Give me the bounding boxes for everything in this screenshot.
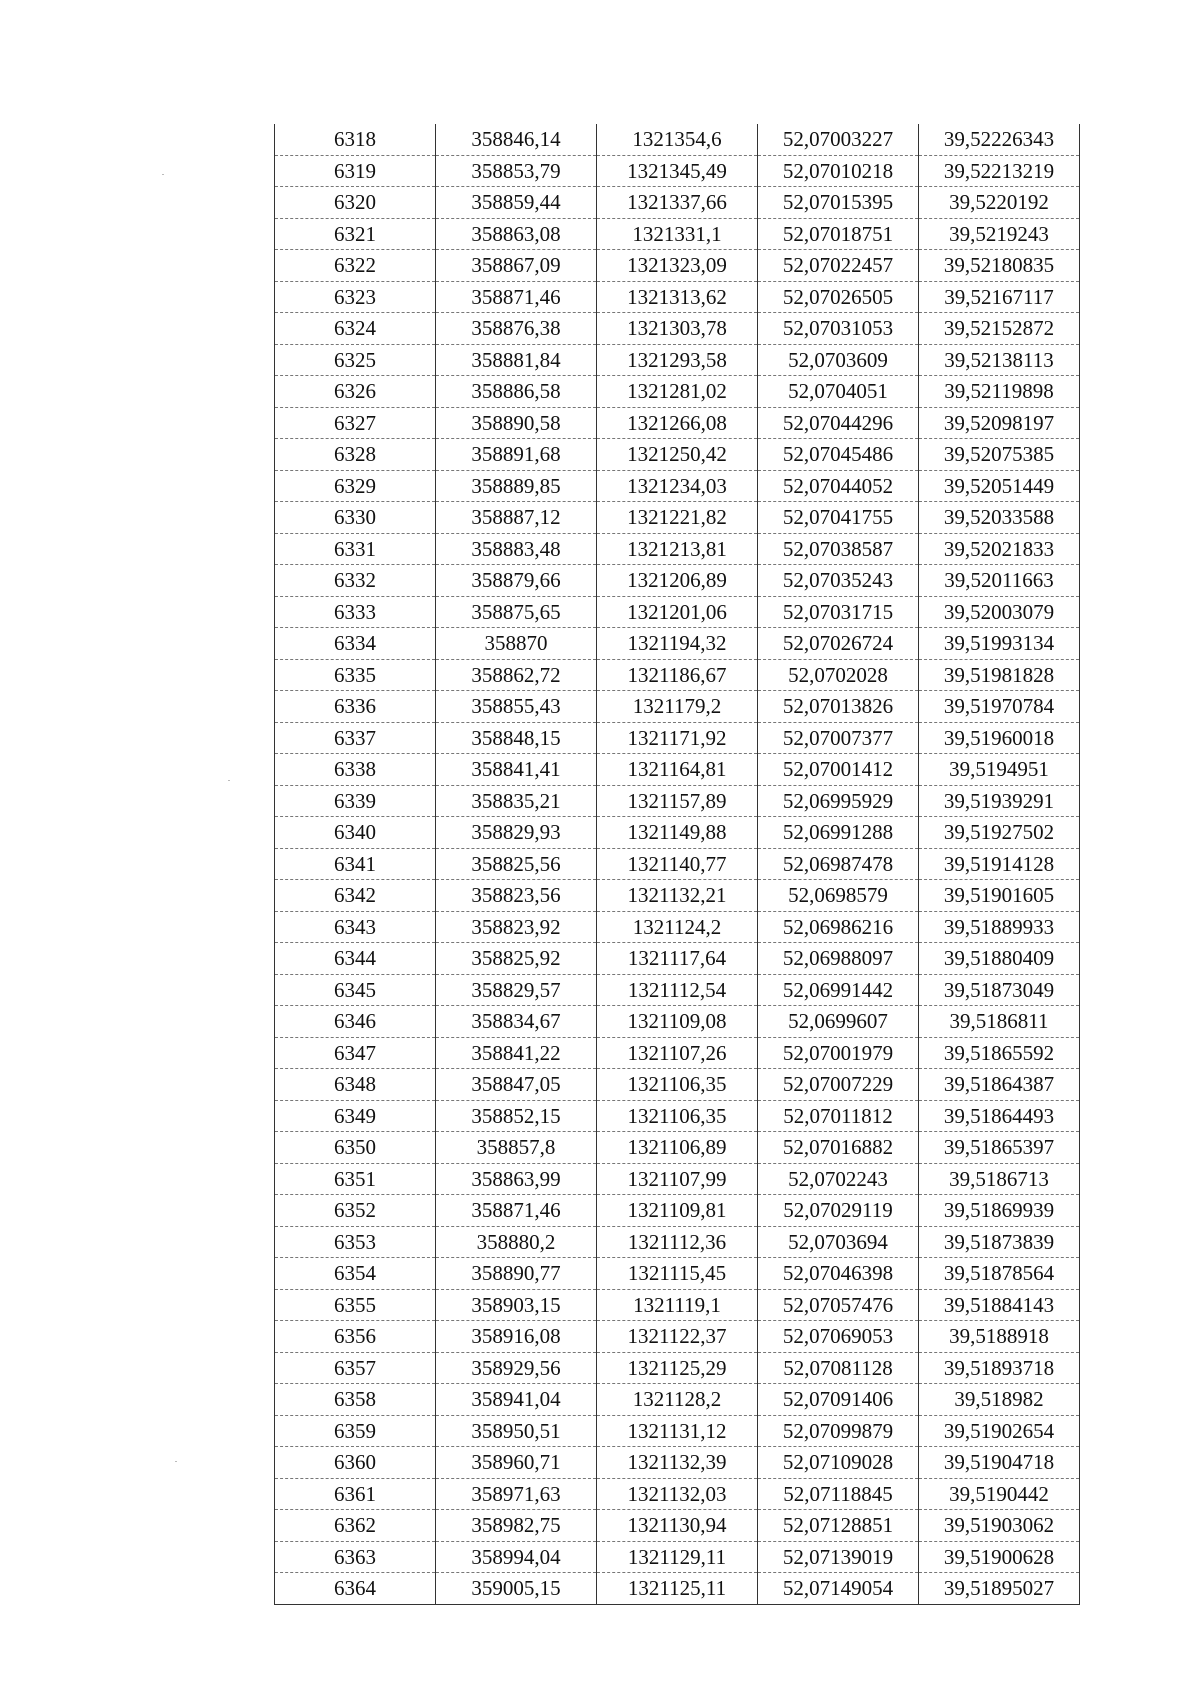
y-coordinate-cell: 1321125,11 xyxy=(597,1573,758,1605)
longitude-cell: 39,52152872 xyxy=(919,313,1080,345)
y-coordinate-cell: 1321107,26 xyxy=(597,1037,758,1069)
y-coordinate-cell: 1321281,02 xyxy=(597,376,758,408)
longitude-cell: 39,51873049 xyxy=(919,974,1080,1006)
point-number-cell: 6320 xyxy=(275,187,436,219)
table-row xyxy=(275,848,1080,880)
table-row xyxy=(275,1195,1080,1227)
x-coordinate-cell: 358950,51 xyxy=(436,1415,597,1447)
point-number-cell: 6361 xyxy=(275,1478,436,1510)
table-row xyxy=(275,1384,1080,1416)
longitude-cell: 39,51864493 xyxy=(919,1100,1080,1132)
point-number-cell: 6357 xyxy=(275,1352,436,1384)
point-number-cell: 6324 xyxy=(275,313,436,345)
point-number-cell: 6351 xyxy=(275,1163,436,1195)
table-row xyxy=(275,880,1080,912)
point-number-cell: 6340 xyxy=(275,817,436,849)
point-number-cell: 6328 xyxy=(275,439,436,471)
longitude-cell: 39,51927502 xyxy=(919,817,1080,849)
y-coordinate-cell: 1321140,77 xyxy=(597,848,758,880)
point-number-cell: 6339 xyxy=(275,785,436,817)
y-coordinate-cell: 1321117,64 xyxy=(597,943,758,975)
latitude-cell: 52,07044296 xyxy=(758,407,919,439)
y-coordinate-cell: 1321129,11 xyxy=(597,1541,758,1573)
point-number-cell: 6352 xyxy=(275,1195,436,1227)
y-coordinate-cell: 1321171,92 xyxy=(597,722,758,754)
y-coordinate-cell: 1321107,99 xyxy=(597,1163,758,1195)
longitude-cell: 39,51880409 xyxy=(919,943,1080,975)
latitude-cell: 52,07001412 xyxy=(758,754,919,786)
latitude-cell: 52,07057476 xyxy=(758,1289,919,1321)
point-number-cell: 6354 xyxy=(275,1258,436,1290)
latitude-cell: 52,06995929 xyxy=(758,785,919,817)
y-coordinate-cell: 1321331,1 xyxy=(597,218,758,250)
point-number-cell: 6336 xyxy=(275,691,436,723)
longitude-cell: 39,51884143 xyxy=(919,1289,1080,1321)
longitude-cell: 39,52226343 xyxy=(919,124,1080,155)
longitude-cell: 39,51901605 xyxy=(919,880,1080,912)
y-coordinate-cell: 1321109,81 xyxy=(597,1195,758,1227)
longitude-cell: 39,51914128 xyxy=(919,848,1080,880)
point-number-cell: 6344 xyxy=(275,943,436,975)
latitude-cell: 52,06987478 xyxy=(758,848,919,880)
table-row xyxy=(275,1037,1080,1069)
x-coordinate-cell: 358929,56 xyxy=(436,1352,597,1384)
table-row xyxy=(275,1226,1080,1258)
x-coordinate-cell: 358876,38 xyxy=(436,313,597,345)
longitude-cell: 39,51981828 xyxy=(919,659,1080,691)
y-coordinate-cell: 1321179,2 xyxy=(597,691,758,723)
latitude-cell: 52,07003227 xyxy=(758,124,919,155)
latitude-cell: 52,07109028 xyxy=(758,1447,919,1479)
x-coordinate-cell: 358903,15 xyxy=(436,1289,597,1321)
latitude-cell: 52,07031715 xyxy=(758,596,919,628)
point-number-cell: 6335 xyxy=(275,659,436,691)
y-coordinate-cell: 1321354,6 xyxy=(597,124,758,155)
latitude-cell: 52,07118845 xyxy=(758,1478,919,1510)
x-coordinate-cell: 358880,2 xyxy=(436,1226,597,1258)
x-coordinate-cell: 358982,75 xyxy=(436,1510,597,1542)
point-number-cell: 6322 xyxy=(275,250,436,282)
point-number-cell: 6334 xyxy=(275,628,436,660)
x-coordinate-cell: 358847,05 xyxy=(436,1069,597,1101)
x-coordinate-cell: 358848,15 xyxy=(436,722,597,754)
longitude-cell: 39,51904718 xyxy=(919,1447,1080,1479)
longitude-cell: 39,51893718 xyxy=(919,1352,1080,1384)
latitude-cell: 52,07001979 xyxy=(758,1037,919,1069)
longitude-cell: 39,5188918 xyxy=(919,1321,1080,1353)
longitude-cell: 39,52011663 xyxy=(919,565,1080,597)
latitude-cell: 52,07139019 xyxy=(758,1541,919,1573)
y-coordinate-cell: 1321266,08 xyxy=(597,407,758,439)
longitude-cell: 39,51865397 xyxy=(919,1132,1080,1164)
x-coordinate-cell: 358886,58 xyxy=(436,376,597,408)
table-row xyxy=(275,659,1080,691)
latitude-cell: 52,07026505 xyxy=(758,281,919,313)
latitude-cell: 52,07069053 xyxy=(758,1321,919,1353)
x-coordinate-cell: 358855,43 xyxy=(436,691,597,723)
table-row xyxy=(275,1006,1080,1038)
table-row xyxy=(275,1132,1080,1164)
x-coordinate-cell: 358994,04 xyxy=(436,1541,597,1573)
point-number-cell: 6345 xyxy=(275,974,436,1006)
table-row xyxy=(275,596,1080,628)
longitude-cell: 39,51960018 xyxy=(919,722,1080,754)
latitude-cell: 52,07081128 xyxy=(758,1352,919,1384)
x-coordinate-cell: 358829,57 xyxy=(436,974,597,1006)
latitude-cell: 52,07011812 xyxy=(758,1100,919,1132)
table-row xyxy=(275,470,1080,502)
x-coordinate-cell: 358870 xyxy=(436,628,597,660)
table-row xyxy=(275,911,1080,943)
point-number-cell: 6319 xyxy=(275,155,436,187)
point-number-cell: 6333 xyxy=(275,596,436,628)
x-coordinate-cell: 358890,77 xyxy=(436,1258,597,1290)
table-row xyxy=(275,313,1080,345)
longitude-cell: 39,52075385 xyxy=(919,439,1080,471)
latitude-cell: 52,07016882 xyxy=(758,1132,919,1164)
longitude-cell: 39,52119898 xyxy=(919,376,1080,408)
latitude-cell: 52,0699607 xyxy=(758,1006,919,1038)
latitude-cell: 52,07041755 xyxy=(758,502,919,534)
table-row xyxy=(275,1541,1080,1573)
x-coordinate-cell: 358841,22 xyxy=(436,1037,597,1069)
table-row xyxy=(275,1478,1080,1510)
latitude-cell: 52,07026724 xyxy=(758,628,919,660)
longitude-cell: 39,51900628 xyxy=(919,1541,1080,1573)
latitude-cell: 52,07099879 xyxy=(758,1415,919,1447)
table-row xyxy=(275,785,1080,817)
x-coordinate-cell: 358853,79 xyxy=(436,155,597,187)
y-coordinate-cell: 1321106,89 xyxy=(597,1132,758,1164)
latitude-cell: 52,0703609 xyxy=(758,344,919,376)
y-coordinate-cell: 1321128,2 xyxy=(597,1384,758,1416)
y-coordinate-cell: 1321119,1 xyxy=(597,1289,758,1321)
point-number-cell: 6342 xyxy=(275,880,436,912)
y-coordinate-cell: 1321164,81 xyxy=(597,754,758,786)
latitude-cell: 52,07018751 xyxy=(758,218,919,250)
point-number-cell: 6360 xyxy=(275,1447,436,1479)
point-number-cell: 6337 xyxy=(275,722,436,754)
latitude-cell: 52,07007229 xyxy=(758,1069,919,1101)
latitude-cell: 52,07010218 xyxy=(758,155,919,187)
y-coordinate-cell: 1321125,29 xyxy=(597,1352,758,1384)
longitude-cell: 39,52213219 xyxy=(919,155,1080,187)
coordinates-table-body xyxy=(275,124,1080,1604)
y-coordinate-cell: 1321313,62 xyxy=(597,281,758,313)
point-number-cell: 6318 xyxy=(275,124,436,155)
table-row xyxy=(275,1352,1080,1384)
longitude-cell: 39,52051449 xyxy=(919,470,1080,502)
latitude-cell: 52,06988097 xyxy=(758,943,919,975)
point-number-cell: 6355 xyxy=(275,1289,436,1321)
latitude-cell: 52,07149054 xyxy=(758,1573,919,1605)
latitude-cell: 52,07046398 xyxy=(758,1258,919,1290)
x-coordinate-cell: 359005,15 xyxy=(436,1573,597,1605)
latitude-cell: 52,07007377 xyxy=(758,722,919,754)
scan-speck xyxy=(162,174,164,175)
longitude-cell: 39,51864387 xyxy=(919,1069,1080,1101)
longitude-cell: 39,51889933 xyxy=(919,911,1080,943)
y-coordinate-cell: 1321157,89 xyxy=(597,785,758,817)
table-row xyxy=(275,817,1080,849)
y-coordinate-cell: 1321213,81 xyxy=(597,533,758,565)
latitude-cell: 52,07029119 xyxy=(758,1195,919,1227)
point-number-cell: 6350 xyxy=(275,1132,436,1164)
table-row xyxy=(275,1415,1080,1447)
longitude-cell: 39,5186811 xyxy=(919,1006,1080,1038)
x-coordinate-cell: 358889,85 xyxy=(436,470,597,502)
x-coordinate-cell: 358883,48 xyxy=(436,533,597,565)
y-coordinate-cell: 1321194,32 xyxy=(597,628,758,660)
longitude-cell: 39,51903062 xyxy=(919,1510,1080,1542)
y-coordinate-cell: 1321323,09 xyxy=(597,250,758,282)
y-coordinate-cell: 1321132,39 xyxy=(597,1447,758,1479)
point-number-cell: 6323 xyxy=(275,281,436,313)
y-coordinate-cell: 1321112,54 xyxy=(597,974,758,1006)
longitude-cell: 39,5194951 xyxy=(919,754,1080,786)
latitude-cell: 52,07022457 xyxy=(758,250,919,282)
y-coordinate-cell: 1321186,67 xyxy=(597,659,758,691)
x-coordinate-cell: 358971,63 xyxy=(436,1478,597,1510)
point-number-cell: 6363 xyxy=(275,1541,436,1573)
table-row xyxy=(275,187,1080,219)
point-number-cell: 6364 xyxy=(275,1573,436,1605)
table-row xyxy=(275,281,1080,313)
longitude-cell: 39,52098197 xyxy=(919,407,1080,439)
longitude-cell: 39,52021833 xyxy=(919,533,1080,565)
y-coordinate-cell: 1321130,94 xyxy=(597,1510,758,1542)
point-number-cell: 6362 xyxy=(275,1510,436,1542)
x-coordinate-cell: 358841,41 xyxy=(436,754,597,786)
y-coordinate-cell: 1321115,45 xyxy=(597,1258,758,1290)
table-row xyxy=(275,565,1080,597)
point-number-cell: 6347 xyxy=(275,1037,436,1069)
y-coordinate-cell: 1321303,78 xyxy=(597,313,758,345)
x-coordinate-cell: 358863,08 xyxy=(436,218,597,250)
table-row xyxy=(275,691,1080,723)
x-coordinate-cell: 358881,84 xyxy=(436,344,597,376)
longitude-cell: 39,52167117 xyxy=(919,281,1080,313)
y-coordinate-cell: 1321206,89 xyxy=(597,565,758,597)
y-coordinate-cell: 1321221,82 xyxy=(597,502,758,534)
x-coordinate-cell: 358857,8 xyxy=(436,1132,597,1164)
table-row xyxy=(275,1163,1080,1195)
table-row xyxy=(275,628,1080,660)
latitude-cell: 52,06986216 xyxy=(758,911,919,943)
latitude-cell: 52,0702028 xyxy=(758,659,919,691)
y-coordinate-cell: 1321112,36 xyxy=(597,1226,758,1258)
longitude-cell: 39,5190442 xyxy=(919,1478,1080,1510)
x-coordinate-cell: 358859,44 xyxy=(436,187,597,219)
point-number-cell: 6341 xyxy=(275,848,436,880)
table-row xyxy=(275,1510,1080,1542)
longitude-cell: 39,51878564 xyxy=(919,1258,1080,1290)
latitude-cell: 52,0702243 xyxy=(758,1163,919,1195)
x-coordinate-cell: 358879,66 xyxy=(436,565,597,597)
x-coordinate-cell: 358823,92 xyxy=(436,911,597,943)
latitude-cell: 52,07013826 xyxy=(758,691,919,723)
y-coordinate-cell: 1321345,49 xyxy=(597,155,758,187)
table-row xyxy=(275,1447,1080,1479)
point-number-cell: 6326 xyxy=(275,376,436,408)
longitude-cell: 39,5186713 xyxy=(919,1163,1080,1195)
y-coordinate-cell: 1321132,03 xyxy=(597,1478,758,1510)
latitude-cell: 52,06991442 xyxy=(758,974,919,1006)
y-coordinate-cell: 1321106,35 xyxy=(597,1069,758,1101)
point-number-cell: 6331 xyxy=(275,533,436,565)
point-number-cell: 6332 xyxy=(275,565,436,597)
longitude-cell: 39,52180835 xyxy=(919,250,1080,282)
y-coordinate-cell: 1321234,03 xyxy=(597,470,758,502)
x-coordinate-cell: 358825,56 xyxy=(436,848,597,880)
table-row xyxy=(275,974,1080,1006)
latitude-cell: 52,07044052 xyxy=(758,470,919,502)
y-coordinate-cell: 1321293,58 xyxy=(597,344,758,376)
latitude-cell: 52,07031053 xyxy=(758,313,919,345)
table-row xyxy=(275,376,1080,408)
x-coordinate-cell: 358871,46 xyxy=(436,1195,597,1227)
table-row xyxy=(275,533,1080,565)
table-row xyxy=(275,344,1080,376)
table-row xyxy=(275,124,1080,155)
latitude-cell: 52,07035243 xyxy=(758,565,919,597)
table-row xyxy=(275,1258,1080,1290)
longitude-cell: 39,51895027 xyxy=(919,1573,1080,1605)
longitude-cell: 39,51970784 xyxy=(919,691,1080,723)
x-coordinate-cell: 358835,21 xyxy=(436,785,597,817)
table-row xyxy=(275,1321,1080,1353)
x-coordinate-cell: 358916,08 xyxy=(436,1321,597,1353)
longitude-cell: 39,51939291 xyxy=(919,785,1080,817)
x-coordinate-cell: 358875,65 xyxy=(436,596,597,628)
point-number-cell: 6348 xyxy=(275,1069,436,1101)
x-coordinate-cell: 358852,15 xyxy=(436,1100,597,1132)
latitude-cell: 52,07045486 xyxy=(758,439,919,471)
table-row xyxy=(275,439,1080,471)
longitude-cell: 39,518982 xyxy=(919,1384,1080,1416)
longitude-cell: 39,51993134 xyxy=(919,628,1080,660)
x-coordinate-cell: 358960,71 xyxy=(436,1447,597,1479)
point-number-cell: 6325 xyxy=(275,344,436,376)
x-coordinate-cell: 358823,56 xyxy=(436,880,597,912)
longitude-cell: 39,52033588 xyxy=(919,502,1080,534)
y-coordinate-cell: 1321149,88 xyxy=(597,817,758,849)
y-coordinate-cell: 1321250,42 xyxy=(597,439,758,471)
scan-speck xyxy=(228,780,230,781)
y-coordinate-cell: 1321201,06 xyxy=(597,596,758,628)
y-coordinate-cell: 1321106,35 xyxy=(597,1100,758,1132)
table-row xyxy=(275,722,1080,754)
point-number-cell: 6356 xyxy=(275,1321,436,1353)
point-number-cell: 6338 xyxy=(275,754,436,786)
x-coordinate-cell: 358867,09 xyxy=(436,250,597,282)
x-coordinate-cell: 358871,46 xyxy=(436,281,597,313)
point-number-cell: 6327 xyxy=(275,407,436,439)
y-coordinate-cell: 1321124,2 xyxy=(597,911,758,943)
longitude-cell: 39,52138113 xyxy=(919,344,1080,376)
table-row xyxy=(275,250,1080,282)
scan-speck xyxy=(175,1461,177,1462)
table-row xyxy=(275,1069,1080,1101)
latitude-cell: 52,07091406 xyxy=(758,1384,919,1416)
x-coordinate-cell: 358887,12 xyxy=(436,502,597,534)
longitude-cell: 39,51865592 xyxy=(919,1037,1080,1069)
latitude-cell: 52,06991288 xyxy=(758,817,919,849)
coordinates-table xyxy=(274,124,1080,1605)
y-coordinate-cell: 1321109,08 xyxy=(597,1006,758,1038)
latitude-cell: 52,0704051 xyxy=(758,376,919,408)
y-coordinate-cell: 1321131,12 xyxy=(597,1415,758,1447)
x-coordinate-cell: 358829,93 xyxy=(436,817,597,849)
latitude-cell: 52,07015395 xyxy=(758,187,919,219)
point-number-cell: 6329 xyxy=(275,470,436,502)
x-coordinate-cell: 358862,72 xyxy=(436,659,597,691)
table-row xyxy=(275,218,1080,250)
x-coordinate-cell: 358941,04 xyxy=(436,1384,597,1416)
table-row xyxy=(275,1289,1080,1321)
point-number-cell: 6330 xyxy=(275,502,436,534)
latitude-cell: 52,0698579 xyxy=(758,880,919,912)
x-coordinate-cell: 358863,99 xyxy=(436,1163,597,1195)
longitude-cell: 39,51869939 xyxy=(919,1195,1080,1227)
point-number-cell: 6343 xyxy=(275,911,436,943)
longitude-cell: 39,51873839 xyxy=(919,1226,1080,1258)
table-row xyxy=(275,1100,1080,1132)
point-number-cell: 6346 xyxy=(275,1006,436,1038)
x-coordinate-cell: 358890,58 xyxy=(436,407,597,439)
y-coordinate-cell: 1321337,66 xyxy=(597,187,758,219)
point-number-cell: 6321 xyxy=(275,218,436,250)
x-coordinate-cell: 358825,92 xyxy=(436,943,597,975)
table-row xyxy=(275,754,1080,786)
latitude-cell: 52,07038587 xyxy=(758,533,919,565)
point-number-cell: 6353 xyxy=(275,1226,436,1258)
table-row xyxy=(275,502,1080,534)
point-number-cell: 6349 xyxy=(275,1100,436,1132)
table-row xyxy=(275,1573,1080,1605)
point-number-cell: 6359 xyxy=(275,1415,436,1447)
longitude-cell: 39,5219243 xyxy=(919,218,1080,250)
y-coordinate-cell: 1321122,37 xyxy=(597,1321,758,1353)
table-row xyxy=(275,943,1080,975)
point-number-cell: 6358 xyxy=(275,1384,436,1416)
y-coordinate-cell: 1321132,21 xyxy=(597,880,758,912)
longitude-cell: 39,5220192 xyxy=(919,187,1080,219)
table-row xyxy=(275,407,1080,439)
latitude-cell: 52,0703694 xyxy=(758,1226,919,1258)
latitude-cell: 52,07128851 xyxy=(758,1510,919,1542)
x-coordinate-cell: 358834,67 xyxy=(436,1006,597,1038)
x-coordinate-cell: 358846,14 xyxy=(436,124,597,155)
longitude-cell: 39,52003079 xyxy=(919,596,1080,628)
table-row xyxy=(275,155,1080,187)
x-coordinate-cell: 358891,68 xyxy=(436,439,597,471)
longitude-cell: 39,51902654 xyxy=(919,1415,1080,1447)
